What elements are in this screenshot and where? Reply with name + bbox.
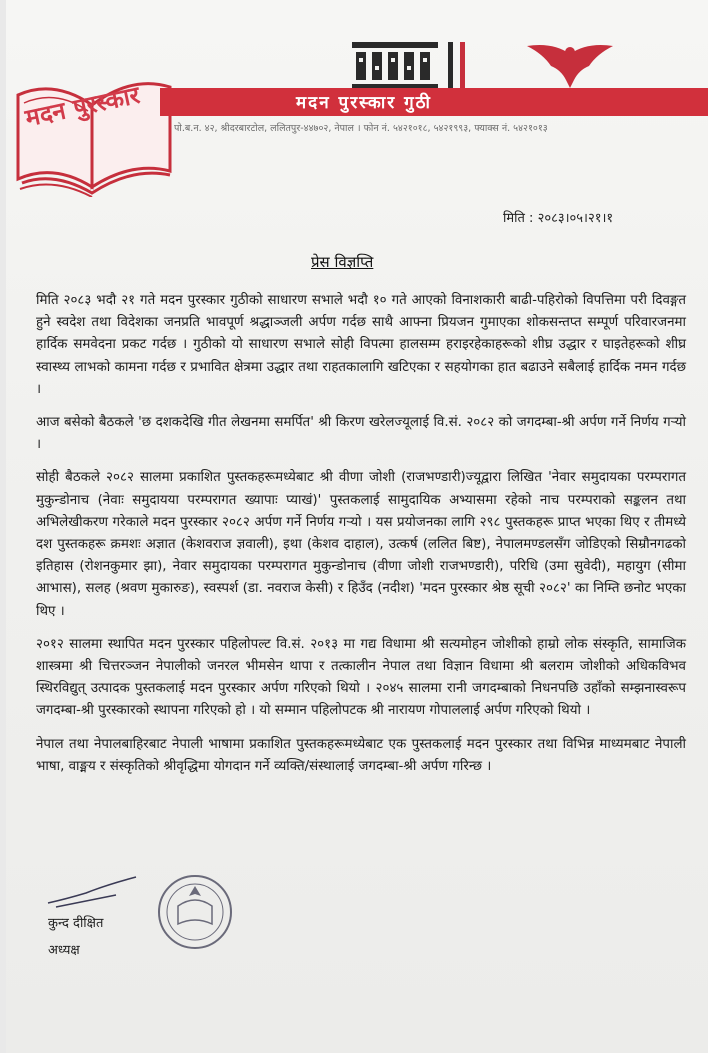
org-address: पो.ब.न. ४२, श्रीदरबारटोल, ललितपुर-४४७०२, नेपाल । फोन नं. ५४२१०१८, ५४२१९९३, फ्याक्स नं. ५४२१०१३ <box>174 123 548 134</box>
signatory-name: कुन्द दीक्षित <box>48 916 104 931</box>
logo-text: मदन पुरस्कार <box>22 80 143 133</box>
paragraph: मिति २०८३ भदौ २१ गते मदन पुरस्कार गुठीको साधारण सभाले भदौ १० गते आएको विनाशकारी बाढी-पहिरोको विपत्तिमा परी दिवङ्गत हुने स्वदेश तथा विदेशका जनप्रति भावपूर्ण श्रद्धाञ्जली अर्पण गर्दछ साथै आफ्ना प्रियजन गुमाएका शोकसन्तप्त सम्पूर्ण परिवारजनमा हार्दिक समवेदना प्रकट गर्दछ । गुठीको यो साधारण सभाले सोही विपत्मा हालसम्म हराइरहेकाहरूको शीघ्र उद्धार र घाइतेहरूको शीघ्र स्वास्थ्य लाभको कामना गर्दछ र प्रभावित क्षेत्रमा उद्धार तथा राहतकालागि खटिएका र सहयोगका हात बढाउने सबैलाई हार्दिक नमन गर्दछ । <box>36 293 686 397</box>
document-body <box>36 290 686 789</box>
press-release-page <box>6 0 708 1053</box>
paragraph: नेपाल तथा नेपालबाहिरबाट नेपाली भाषामा प्रकाशित पुस्तकहरूमध्येबाट एक पुस्तकलाई मदन पुरस्कार तथा विभिन्न माध्यमबाट नेपाली भाषा, वाङ्मय र संस्कृतिको श्रीवृद्धिमा योगदान गर्ने व्यक्ति/संस्थालाई जगदम्बा-श्री अर्पण गरिन्छ । <box>36 736 686 774</box>
org-name: मदन पुरस्कार गुठी <box>296 93 432 113</box>
seal-stamp-icon <box>156 872 234 952</box>
geometric-pattern-icon <box>352 42 472 90</box>
paragraph: आज बसेको बैठकले 'छ दशकदेखि गीत लेखनमा समर्पित' श्री किरण खरेलज्यूलाई वि.सं. २०८२ को जगदम्बा-श्री अर्पण गर्ने निर्णय गऱ्यो । <box>36 415 686 453</box>
garuda-bird-icon <box>523 40 617 90</box>
paragraph: सोही बैठकले २०८२ सालमा प्रकाशित पुस्तकहरूमध्येबाट श्री वीणा जोशी (राजभण्डारी)ज्यूद्वारा लिखित 'नेवार समुदायका परम्परागत मुकुन्डोनाच (नेवाः समुदायया परम्परागत ख्यापाः प्याखं)' पुस्तकलाई सामुदायिक अभ्यासमा रहेको नाच परम्पराको सङ्कलन तथा अभिलेखीकरण गरेकाले मदन पुरस्कार २०८२ अर्पण गर्ने निर्णय गऱ्यो । यस प्रयोजनका लागि २९८ पुस्तकहरू प्राप्त भएका थिए र तीमध्ये दश पुस्तकहरू क्रमशः अज्ञात (केशवराज ज्ञवाली), इथा (केशव दाहाल), उत्कर्ष (ललित बिष्ट), नेपालमण्डलसँग जोडिएको सिम्रौनगढको इतिहास (रोशनकुमार झा), नेवार समुदायका परम्परागत मुकुन्डोनाच (वीणा जोशी राजभण्डारी), परिधि (उमा सुवेदी), महायुग (सीमा आभास), सलह (श्रवण मुकारुङ), स्वस्पर्श (डा. नवराज केसी) र हिउँद (नदीश) 'मदन पुरस्कार श्रेष्ठ सूची २०८२' का निम्ति छनोट भएका थिए । <box>36 470 686 619</box>
document-date: मिति : २०८३।०५।२१।१ <box>503 211 614 226</box>
signature-scribble <box>46 873 141 913</box>
page-title: प्रेस विज्ञप्ति <box>311 253 374 271</box>
signatory-role: अध्यक्ष <box>48 943 80 958</box>
paragraph: २०१२ सालमा स्थापित मदन पुरस्कार पहिलोपल्ट वि.सं. २०१३ मा गद्य विधामा श्री सत्यमोहन जोशीको हाम्रो लोक संस्कृति, सामाजिक शास्त्रमा श्री चित्तरञ्जन नेपालीको जनरल भीमसेन थापा र तत्कालीन नेपाल तथा विज्ञान विधामा श्री बलराम जोशीको अधिकविभव स्थिरविद्युत् उत्पादक पुस्तकलाई मदन पुरस्कार अर्पण गरिएको थियो । २०४५ सालमा रानी जगदम्बाको निधनपछि उहाँको सम्झनास्वरूप जगदम्बा-श्री पुरस्कारको स्थापना गरिएको हो । यो सम्मान पहिलोपटक श्री नारायण गोपाललाई अर्पण गरिएको थियो । <box>36 636 686 719</box>
